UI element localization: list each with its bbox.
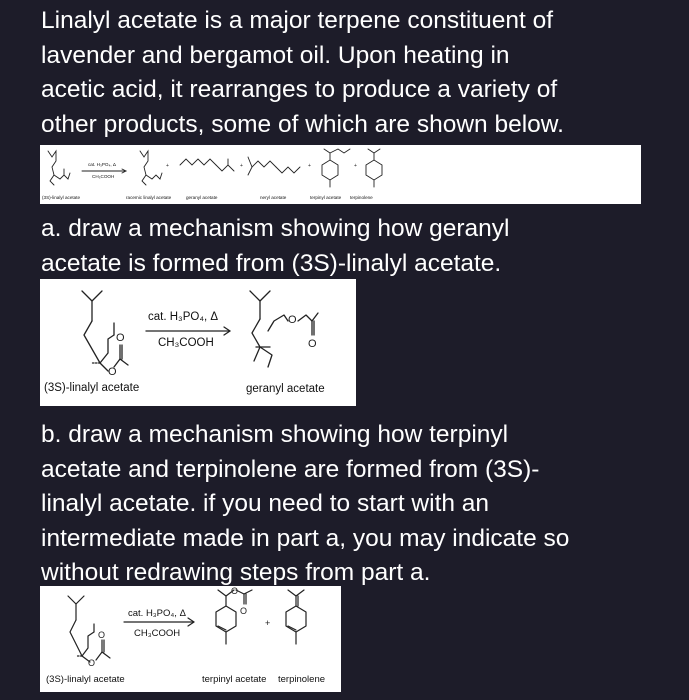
overview-label-terpinyl: terpinyl acetate — [310, 195, 342, 200]
part-a-start-label: (3S)-linalyl acetate — [44, 382, 140, 394]
linalyl-carbonyl-oxygen: O — [116, 332, 125, 344]
part-a-product-label: geranyl acetate — [246, 383, 325, 395]
overview-reagent-top: cat. H₃PO₄, Δ — [88, 162, 117, 167]
intro-paragraph: Linalyl acetate is a major terpene constituent of lavender and bergamot oil. Upon heating in acetic acid, it rearranges to produce a variety of other products, some of which are shown below. — [41, 7, 564, 138]
overview-label-terpinolene: terpinolene — [350, 195, 373, 200]
overview-scheme-figure — [40, 145, 641, 204]
linalyl-ester-oxygen: O — [108, 366, 117, 378]
part-b-product1-label: terpinyl acetate — [202, 674, 267, 685]
linalyl-b-carbonyl-oxygen: O — [98, 630, 106, 640]
overview-reagent-bottom: CH₃COOH — [92, 174, 115, 179]
overview-label-start: (3S)-linalyl acetate — [42, 195, 81, 200]
part-b-plus: + — [265, 618, 271, 628]
terpinyl-ester-oxygen: O — [231, 586, 239, 596]
overview-label-neryl: neryl acetate — [260, 195, 287, 200]
overview-plus-1: + — [166, 163, 169, 169]
overview-label-geranyl: geranyl acetate — [186, 195, 218, 200]
overview-plus-4: + — [354, 163, 357, 169]
overview-plus-3: + — [308, 163, 311, 169]
part-b-question: b. draw a mechanism showing how terpinyl acetate and terpinolene are formed from (3S)- linalyl acetate. if you need to start with an intermediate made in part a, you may indicate so without redrawing steps from part a. — [41, 421, 570, 586]
part-a-question: a. draw a mechanism showing how geranyl acetate is formed from (3S)-linalyl acetate. — [41, 215, 510, 277]
overview-plus-2: + — [240, 163, 243, 169]
part-b-scheme-figure — [40, 586, 341, 692]
part-b-reagent-bottom: CH₃COOH — [134, 628, 181, 639]
linalyl-b-ester-oxygen: O — [88, 658, 96, 668]
part-b-start-label: (3S)-linalyl acetate — [46, 674, 125, 685]
terpinyl-carbonyl-oxygen: O — [240, 606, 248, 616]
part-a-scheme-figure — [40, 279, 356, 406]
part-b-reagent-top: cat. H₃PO₄, Δ — [128, 608, 186, 619]
part-b-product2-label: terpinolene — [278, 674, 326, 685]
overview-label-racemic: racemic linalyl acetate — [126, 195, 172, 200]
geranyl-carbonyl-oxygen: O — [308, 338, 317, 350]
geranyl-ester-oxygen: O — [288, 314, 297, 326]
part-a-reagent-bottom: CH₃COOH — [158, 337, 214, 349]
part-a-reagent-top: cat. H₃PO₄, Δ — [148, 311, 219, 323]
